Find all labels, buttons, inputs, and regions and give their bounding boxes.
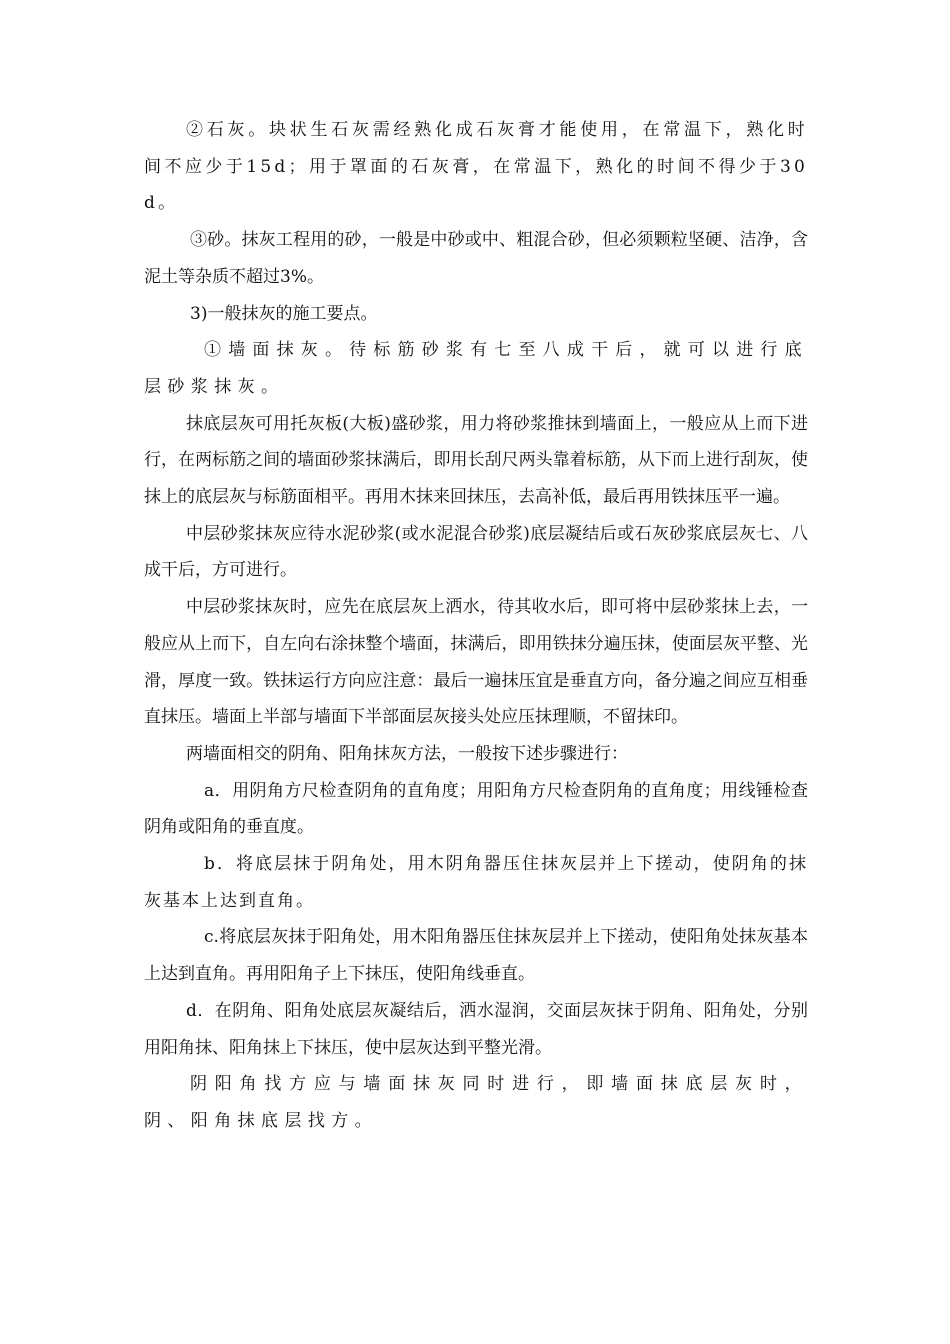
paragraph-sand: ③砂。抹灰工程用的砂，一般是中砂或中、粗混合砂，但必须颗粒坚硬、洁净，含泥土等杂质不超过3%。	[144, 230, 808, 287]
paragraph-middle-coat-method: 中层砂浆抹灰时，应先在底层灰上洒水，待其收水后，即可将中层砂浆抹上去，一般应从上而下，自左向右涂抹整个墙面，抹满后，即用铁抹分遍压抹，使面层灰平整、光滑，厚度一致。铁抹运行方向应注意：最后一遍抹压宜是垂直方向，备分遍之间应互相垂直抹压。墙面上半部与墙面下半部面层灰接头处应压抹理顺，不留抹印。	[144, 597, 808, 728]
list-item-step-a: a．用阴角方尺检查阴角的直角度；用阳角方尺检查阴角的直角度；用线锤检查阴角或阳角的垂直度。	[144, 780, 808, 838]
paragraph-lime: ②石灰。块状生石灰需经熟化成石灰膏才能使用，在常温下，熟化时间不应少于15d；用于罩面的石灰膏，在常温下，熟化的时间不得少于30d。	[144, 120, 808, 214]
list-item-step-d: d．在阴角、阳角处底层灰凝结后，洒水湿润，交面层灰抹于阴角、阳角处，分别用阳角抹、阳角抹上下抹压，使中层灰达到平整光滑。	[144, 1000, 808, 1058]
document-body	[144, 112, 808, 1140]
paragraph-middle-coat-timing: 中层砂浆抹灰应待水泥砂浆(或水泥混合砂浆)底层凝结后或石灰砂浆底层灰七、八成干后，方可进行。	[144, 523, 808, 581]
paragraph-base-coat: 抹底层灰可用托灰板(大板)盛砂浆，用力将砂浆推抹到墙面上，一般应从上而下进行，在两标筋之间的墙面砂浆抹满后，即用长刮尺两头靠着标筋，从下而上进行刮灰，使抹上的底层灰与标筋面相平。再用木抹来回抹压，去高补低，最后再用铁抹压平一遍。	[144, 413, 808, 508]
section-heading-construction-points: 3)一般抹灰的施工要点。	[190, 303, 378, 324]
list-item-step-b: b．将底层抹于阴角处，用木阴角器压住抹灰层并上下搓动，使阴角的抹灰基本上达到直角。	[144, 854, 808, 911]
list-item-step-c: c.将底层灰抹于阳角处，用木阳角器压住抹灰层并上下搓动，使阳角处抹灰基本上达到直角。再用阳角子上下抹压，使阳角线垂直。	[144, 927, 808, 985]
paragraph-wall-plastering: ①墙面抹灰。待标筋砂浆有七至八成干后，就可以进行底层砂浆抹灰。	[144, 340, 808, 397]
paragraph-corner-steps-intro: 两墙面相交的阴角、阳角抹灰方法，一般按下述步骤进行：	[186, 743, 628, 764]
paragraph-squaring-corners: 阴阳角找方应与墙面抹灰同时进行，即墙面抹底层灰时，阴、阳角抹底层找方。	[144, 1074, 808, 1131]
